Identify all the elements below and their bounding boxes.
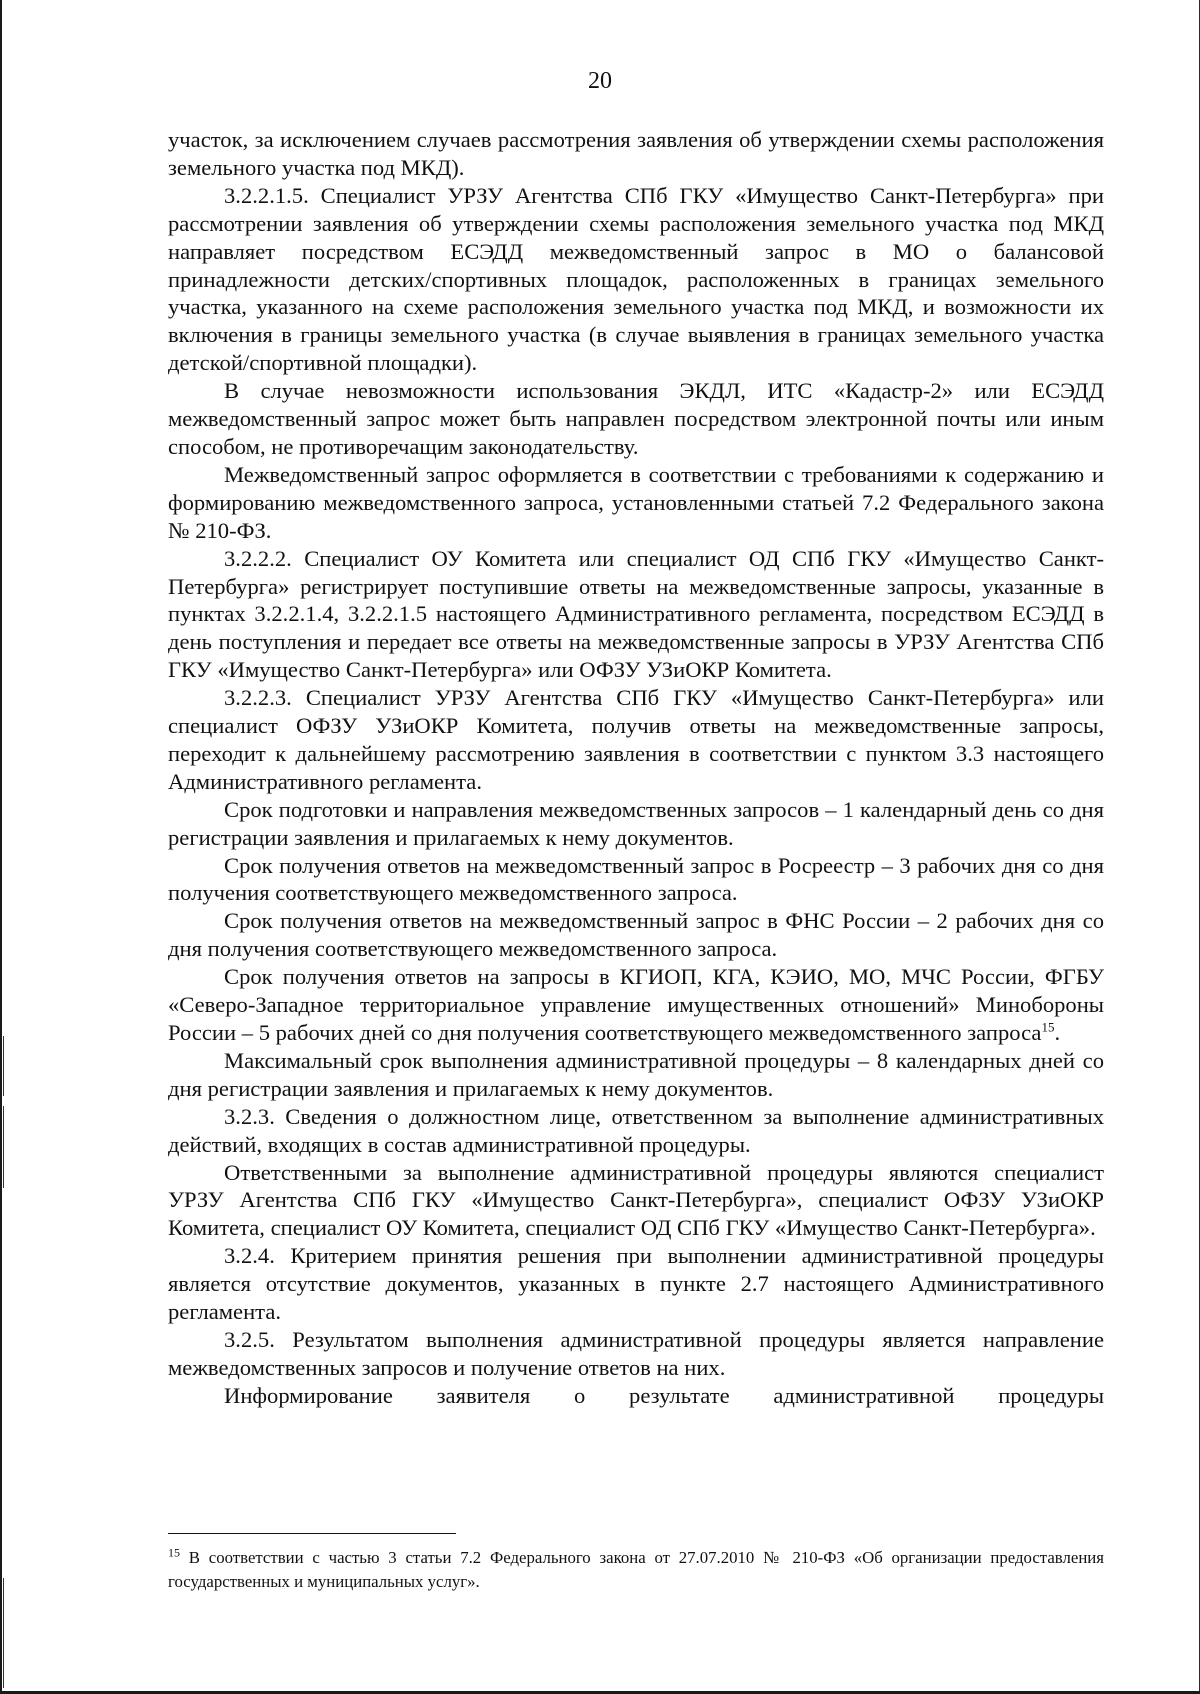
scan-margin-mark [3,1106,4,1188]
paragraph-text: Информирование заявителя о результате административной процедуры [224,1382,1104,1408]
paragraph-text: 3.2.2.2. Специалист ОУ Комитета или специалист ОД СПб ГКУ «Имущество Санкт-Петербурга» регистрирует поступившие ответы на межведомственные запросы, указанные в пунктах 3.2.2.1.4, 3.2.2.1.5 настоящего Административного регламента, посредством ЕСЭДД в день поступления и передает все ответы на межведомственные запросы в УРЗУ Агентства СПб ГКУ «Имущество Санкт-Петербурга» или ОФЗУ УЗиОКР Комитета. [168,545,1104,683]
paragraph-text: Срок получения ответов на запросы в КГИОП, КГА, КЭИО, МО, МЧС России, ФГБУ «Северо-Западное территориальное управление имущественных отношений» Минобороны России – 5 рабочих дней со дня получения соответствующего межведомственного запроса [168,964,1104,1045]
paragraph [168,182,1104,377]
paragraph [168,1242,1104,1326]
paragraph-text: Срок получения ответов на межведомственный запрос в Росреестр – 3 рабочих дня со дня получения соответствующего межведомственного запроса. [168,852,1104,906]
paragraph [168,1326,1104,1382]
paragraph-text: 3.2.3. Сведения о должностном лице, ответственном за выполнение административных действий, входящих в состав административной процедуры. [168,1103,1104,1157]
scan-margin-mark [3,1036,4,1096]
paragraph [168,963,1104,1047]
paragraph [168,796,1104,852]
paragraph-text: 3.2.2.1.5. Специалист УРЗУ Агентства СПб ГКУ «Имущество Санкт-Петербурга» при рассмотрении заявления об утверждении схемы расположения земельного участка под МКД направляет посредством ЕСЭДД межведомственный запрос в МО о балансовой принадлежности детских/спортивных площадок, расположенных в границах земельного участка, указанного на схеме расположения земельного участка под МКД, и возможности их включения в границы земельного участка (в случае выявления в границах земельного участка детской/спортивной площадки). [168,182,1104,376]
paragraph [168,126,1104,182]
footnote-rule [168,1533,456,1534]
paragraph-text: участок, за исключением случаев рассмотрения заявления об утверждении схемы расположения земельного участка под МКД). [168,127,1104,180]
paragraph [168,461,1104,545]
footnote-mark: 15 [168,1545,180,1560]
paragraph-tail: . [1054,1020,1061,1045]
paragraph-text: 3.2.5. Результатом выполнения административной процедуры является направление межведомственных запросов и получение ответов на них. [168,1326,1104,1380]
paragraph-text: 3.2.4. Критерием принятия решения при выполнении административной процедуры является отсутствие документов, указанных в пункте 2.7 настоящего Административного регламента. [168,1243,1104,1325]
paragraph-text: Максимальный срок выполнения административной процедуры – 8 календарных дней со дня регистрации заявления и прилагаемых к нему документов. [168,1047,1104,1101]
paragraph-text: Срок подготовки и направления межведомственных запросов – 1 календарный день со дня регистрации заявления и прилагаемых к нему документов. [168,796,1104,850]
page-number: 20 [588,68,612,94]
document-body [168,126,1104,1410]
paragraph [168,907,1104,963]
footnote [168,1546,1104,1594]
paragraph-text: 3.2.2.3. Специалист УРЗУ Агентства СПб ГКУ «Имущество Санкт-Петербурга» или специалист ОФЗУ УЗиОКР Комитета, получив ответы на межведомственные запросы, переходит к дальнейшему рассмотрению заявления в соответствии с пунктом 3.3 настоящего Административного регламента. [168,685,1104,794]
paragraph-text: В случае невозможности использования ЭКДЛ, ИТС «Кадастр-2» или ЕСЭДД межведомственный запрос может быть направлен посредством электронной почты или иным способом, не противоречащим законодательству. [168,378,1104,459]
paragraph [168,684,1104,796]
paragraph-text: Межведомственный запрос оформляется в соответствии с требованиями к содержанию и формированию межведомственного запроса, установленными статьей 7.2 Федерального закона № 210-ФЗ. [168,461,1104,543]
footnote-text: В соответствии с частью 3 статьи 7.2 Федерального закона от 27.07.2010 № 210-ФЗ «Об организации предоставления государственных и муниципальных услуг». [168,1548,1104,1591]
paragraph [168,1047,1104,1103]
scan-edge-left [0,0,2,1694]
paragraph [168,1382,1104,1410]
paragraph [168,545,1104,685]
scan-margin-mark [3,1578,4,1688]
paragraph [168,1103,1104,1159]
paragraph-text: Ответственными за выполнение административной процедуры являются специалист УРЗУ Агентства СПб ГКУ «Имущество Санкт-Петербурга», специалист ОФЗУ УЗиОКР Комитета, специалист ОУ Комитета, специалист ОД СПб ГКУ «Имущество Санкт-Петербурга». [168,1159,1104,1241]
footnote-reference: 15 [1041,1019,1055,1035]
paragraph-text: Срок получения ответов на межведомственный запрос в ФНС России – 2 рабочих дня со дня получения соответствующего межведомственного запроса. [168,908,1104,962]
paragraph [168,1159,1104,1243]
paragraph [168,852,1104,908]
paragraph [168,377,1104,461]
